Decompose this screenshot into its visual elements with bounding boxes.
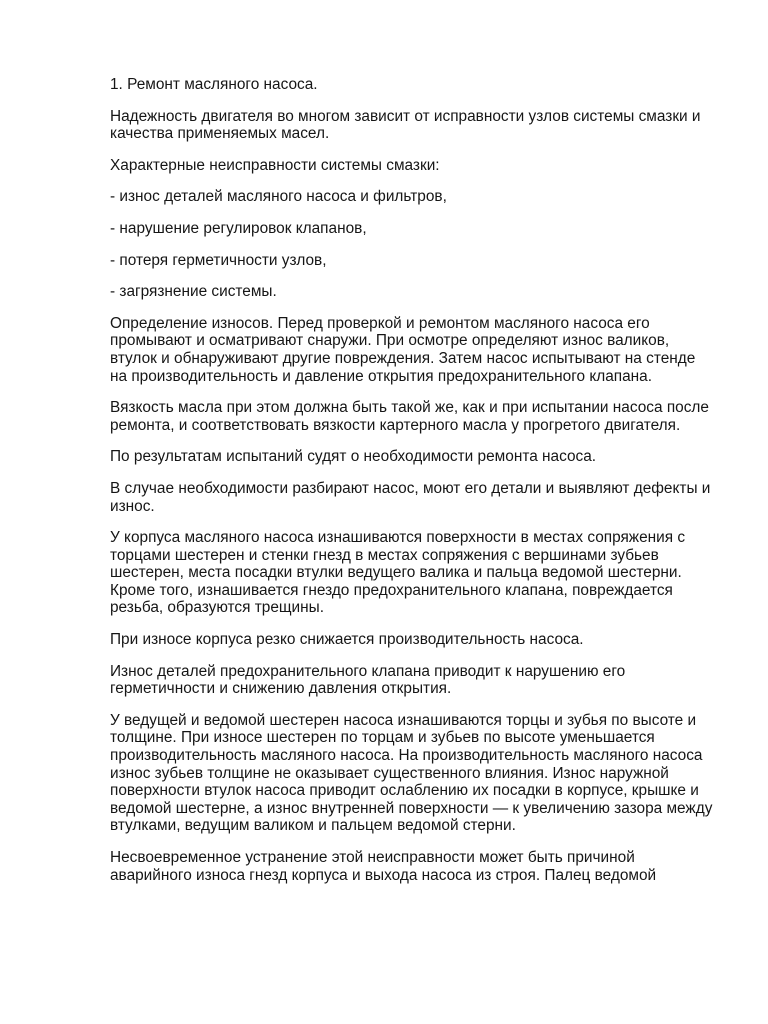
paragraph-valve-wear: Износ деталей предохранительного клапана приводит к нарушению его герметичности и снижению давления открытия. (110, 662, 626, 698)
paragraph-wear-detection: Определение износов. Перед проверкой и ремонтом масляного насоса его промывают и осматривают снаружи. При осмотре определяют износ валиков, втулок и обнаруживают другие повреждения. Затем насос испытывают на стенде на производительность и давление открытия предохранительного клапана. (110, 314, 696, 385)
list-item: - загрязнение системы. (110, 283, 277, 301)
paragraph-intro: Надежность двигателя во многом зависит от исправности узлов системы смазки и качества применяемых масел. (110, 107, 701, 143)
paragraph-test-results: По результатам испытаний судят о необходимости ремонта насоса. (110, 448, 597, 466)
document-page (110, 76, 715, 898)
list-item: - износ деталей масляного насоса и фильтров, (110, 188, 447, 206)
paragraph-disassembly: В случае необходимости разбирают насос, моют его детали и выявляют дефекты и износ. (110, 479, 711, 515)
paragraph-faults-heading: Характерные неисправности системы смазки: (110, 156, 440, 174)
paragraph-performance-drop: При износе корпуса резко снижается производительность насоса. (110, 631, 584, 649)
list-item: - потеря герметичности узлов, (110, 251, 327, 269)
paragraph-housing-wear: У корпуса масляного насоса изнашиваются поверхности в местах сопряжения с торцами шестерен и стенки гнезд в местах сопряжения с вершинами зубьев шестерен, места посадки втулки ведущего валика и пальца ведомой шестерни. Кроме того, изнашивается гнездо предохранительного клапана, повреждается резьба, образуются трещины. (110, 529, 686, 617)
paragraph-oil-viscosity: Вязкость масла при этом должна быть такой же, как и при испытании насоса после ремонта, и соответствовать вязкости картерного масла у прогретого двигателя. (110, 399, 709, 434)
paragraph-failure-consequence: Несвоевременное устранение этой неисправности может быть причиной аварийного износа гнезд корпуса и выхода насоса из строя. Палец ведомой (110, 849, 657, 884)
paragraph-gear-wear: У ведущей и ведомой шестерен насоса изнашиваются торцы и зубья по высоте и толщине. При износе шестерен по торцам и зубьев по высоте уменьшается производительность масляного насоса. На производительность масляного насоса износ зубьев толщине не оказывает существенного влияния. Износ наружной поверхности втулок насоса приводит ослаблению их посадки в корпусе, крышке и ведомой шестерне, а износ внутренней поверхности — к увеличению зазора между втулками, ведущим валиком и пальцем ведомой стерни. (110, 711, 713, 835)
list-item: - нарушение регулировок клапанов, (110, 219, 367, 237)
section-heading: 1. Ремонт масляного насоса. (110, 76, 318, 93)
